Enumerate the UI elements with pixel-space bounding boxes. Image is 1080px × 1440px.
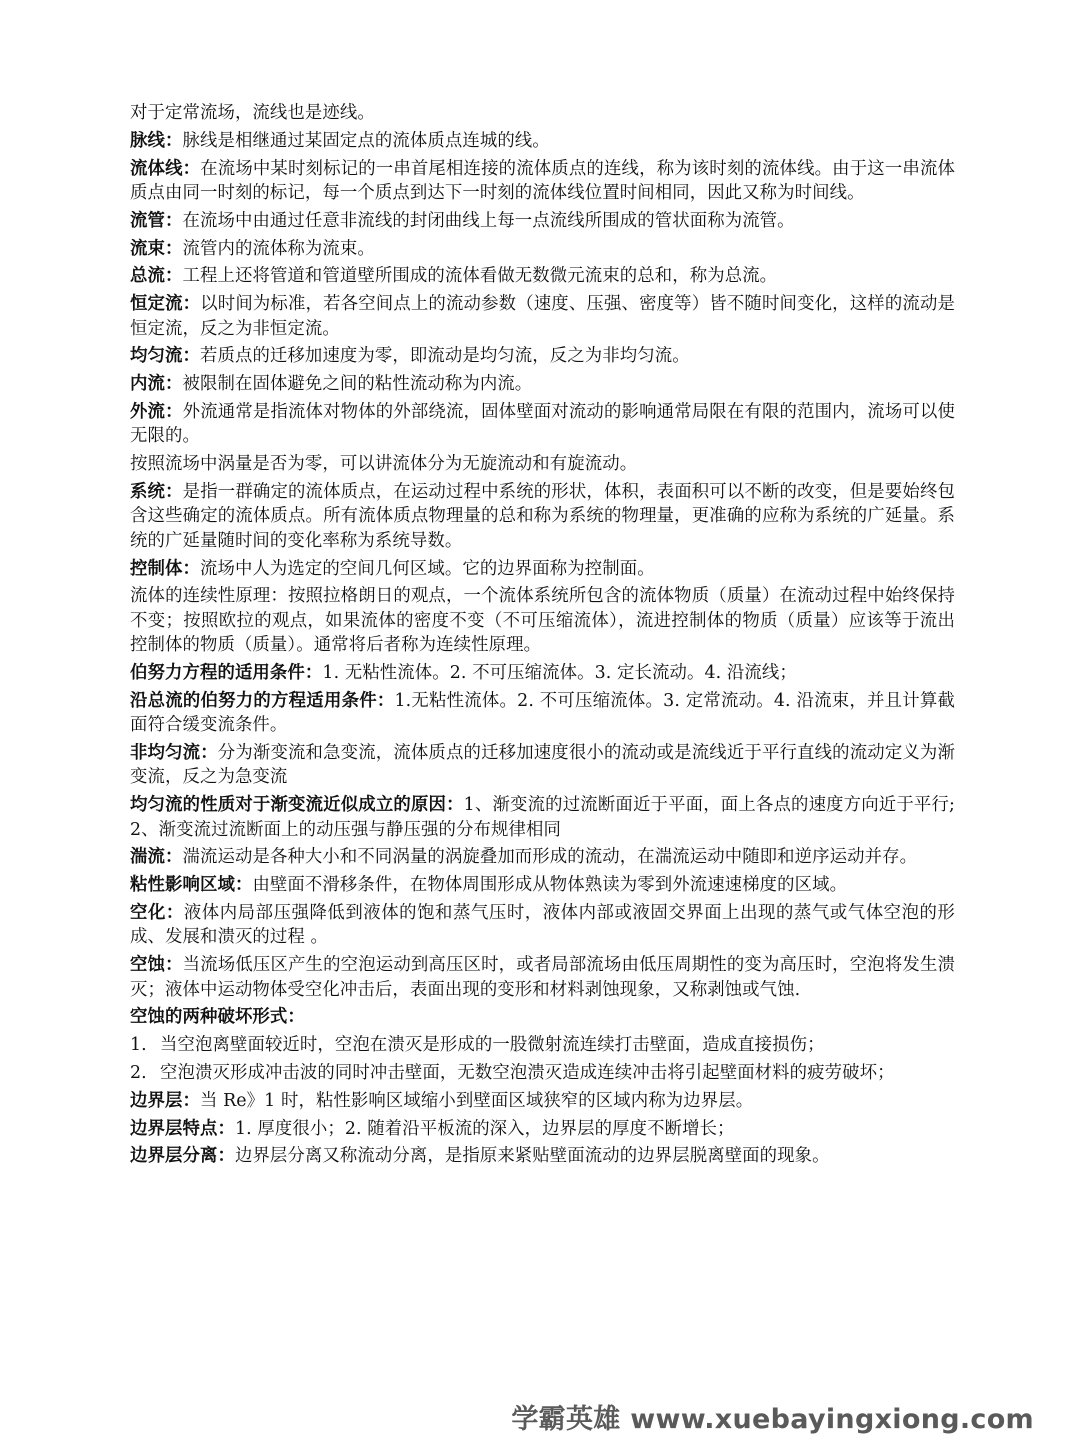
paragraph: 外流：外流通常是指流体对物体的外部绕流，固体壁面对流动的影响通常局限在有限的范围内，流场可以使无限的。 [130, 401, 955, 447]
paragraph: 系统：是指一群确定的流体质点，在运动过程中系统的形状，体积，表面积可以不断的改变，但是要始终包含这些确定的流体质点。所有流体质点物理量的总和称为系统的物理量，更准确的应称为系统的广延量。系统的广延量随时间的变化率称为系统导数。 [130, 481, 955, 551]
paragraph: 恒定流：以时间为标准，若各空间点上的流动参数（速度、压强、密度等）皆不随时间变化，这样的流动是恒定流，反之为非恒定流。 [130, 294, 955, 339]
section-heading: 空蚀的两种破坏形式： [130, 1007, 305, 1028]
paragraph: 流体的连续性原理：按照拉格朗日的观点，一个流体系统所包含的流体物质（质量）在流动过程中始终保持不变；按照欧拉的观点，如果流体的密度不变（不可压缩流体），流进控制体的物质（质量）应该等于流出控制体的物质（质量）。通常将后者称为连续性原理。 [130, 586, 955, 656]
paragraph: 按照流场中涡量是否为零，可以讲流体分为无旋流动和有旋流动。 [130, 454, 638, 475]
paragraph: 湍流：湍流运动是各种大小和不同涡量的涡旋叠加而形成的流动，在湍流运动中随即和逆序运动并存。 [130, 847, 918, 868]
paragraph: 均匀流：若质点的迁移加速度为零，即流动是均匀流，反之为非均匀流。 [130, 346, 690, 367]
paragraph: 内流：被限制在固体避免之间的粘性流动称为内流。 [130, 374, 533, 395]
list-item [130, 1061, 955, 1085]
paragraph: 均匀流的性质对于渐变流近似成立的原因：1、渐变流的过流断面近于平面，面上各点的速度方向近于平行; 2、渐变流过流断面上的动压强与静压强的分布规律相同 [130, 795, 956, 840]
paragraph: 伯努力方程的适用条件：1. 无粘性流体。2. 不可压缩流体。3. 定长流动。4. 沿流线； [130, 663, 797, 683]
list-number: 2. [130, 1063, 147, 1083]
paragraph: 流体线：在流场中某时刻标记的一串首尾相连接的流体质点的连线，称为该时刻的流体线。由于这一串流体质点由同一时刻的标记，每一个质点到达下一时刻的流体线位置时间相同，因此又称为时间线。 [130, 158, 955, 203]
paragraph: 空蚀：当流场低压区产生的空泡运动到高压区时，或者局部流场由低压周期性的变为高压时，空泡将发生溃灭；液体中运动物体受空化冲击后，表面出现的变形和材料剥蚀现象，又称剥蚀或气蚀. [130, 955, 955, 1000]
paragraph: 非均匀流：分为渐变流和急变流，流体质点的迁移加速度很小的流动或是流线近于平行直线的流动定义为渐变流，反之为急变流 [130, 743, 955, 788]
paragraph: 控制体：流场中人为选定的空间几何区域。它的边界面称为控制面。 [130, 558, 655, 579]
list-number: 1. [130, 1035, 147, 1056]
paragraph: 流管：在流场中由通过任意非流线的封闭曲线上每一点流线所围成的管状面称为流管。 [130, 210, 795, 231]
list-text: 当空泡离壁面较近时，空泡在溃灭是形成的一股微射流连续打击壁面，造成直接损伤； [160, 1035, 825, 1056]
paragraph: 总流：工程上还将管道和管道壁所围成的流体看做无数微元流束的总和，称为总流。 [130, 266, 778, 287]
paragraph: 流束：流管内的流体称为流束。 [130, 238, 375, 259]
paragraph: 边界层特点：1. 厚度很小；2. 随着沿平板流的深入，边界层的厚度不断增长； [130, 1118, 735, 1139]
paragraph: 边界层：当 Re》1 时，粘性影响区域缩小到壁面区域狭窄的区域内称为边界层。 [130, 1090, 754, 1111]
list-item [130, 1033, 955, 1057]
document-body [130, 101, 955, 1172]
paragraph: 脉线：脉线是相继通过某固定点的流体质点连城的线。 [130, 130, 550, 151]
footer-watermark: 学霸英雄 www.xuebayingxiong.com [511, 1404, 1034, 1435]
paragraph: 对于定常流场，流线也是迹线。 [130, 103, 375, 123]
paragraph: 边界层分离：边界层分离又称流动分离，是指原来紧贴壁面流动的边界层脱离壁面的现象。 [130, 1146, 830, 1167]
paragraph: 空化：液体内局部压强降低到液体的饱和蒸气压时，液体内部或液固交界面上出现的蒸气或气体空泡的形成、发展和溃灭的过程 。 [130, 903, 955, 948]
paragraph: 粘性影响区域：由壁面不滑移条件，在物体周围形成从物体熟读为零到外流速速梯度的区域。 [130, 875, 848, 896]
paragraph: 沿总流的伯努力的方程适用条件：1.无粘性流体。2. 不可压缩流体。3. 定常流动。4. 沿流束，并且计算截面符合缓变流条件。 [130, 690, 955, 736]
list-text: 空泡溃灭形成冲击波的同时冲击壁面，无数空泡溃灭造成连续冲击将引起壁面材料的疲劳破坏； [160, 1063, 895, 1083]
